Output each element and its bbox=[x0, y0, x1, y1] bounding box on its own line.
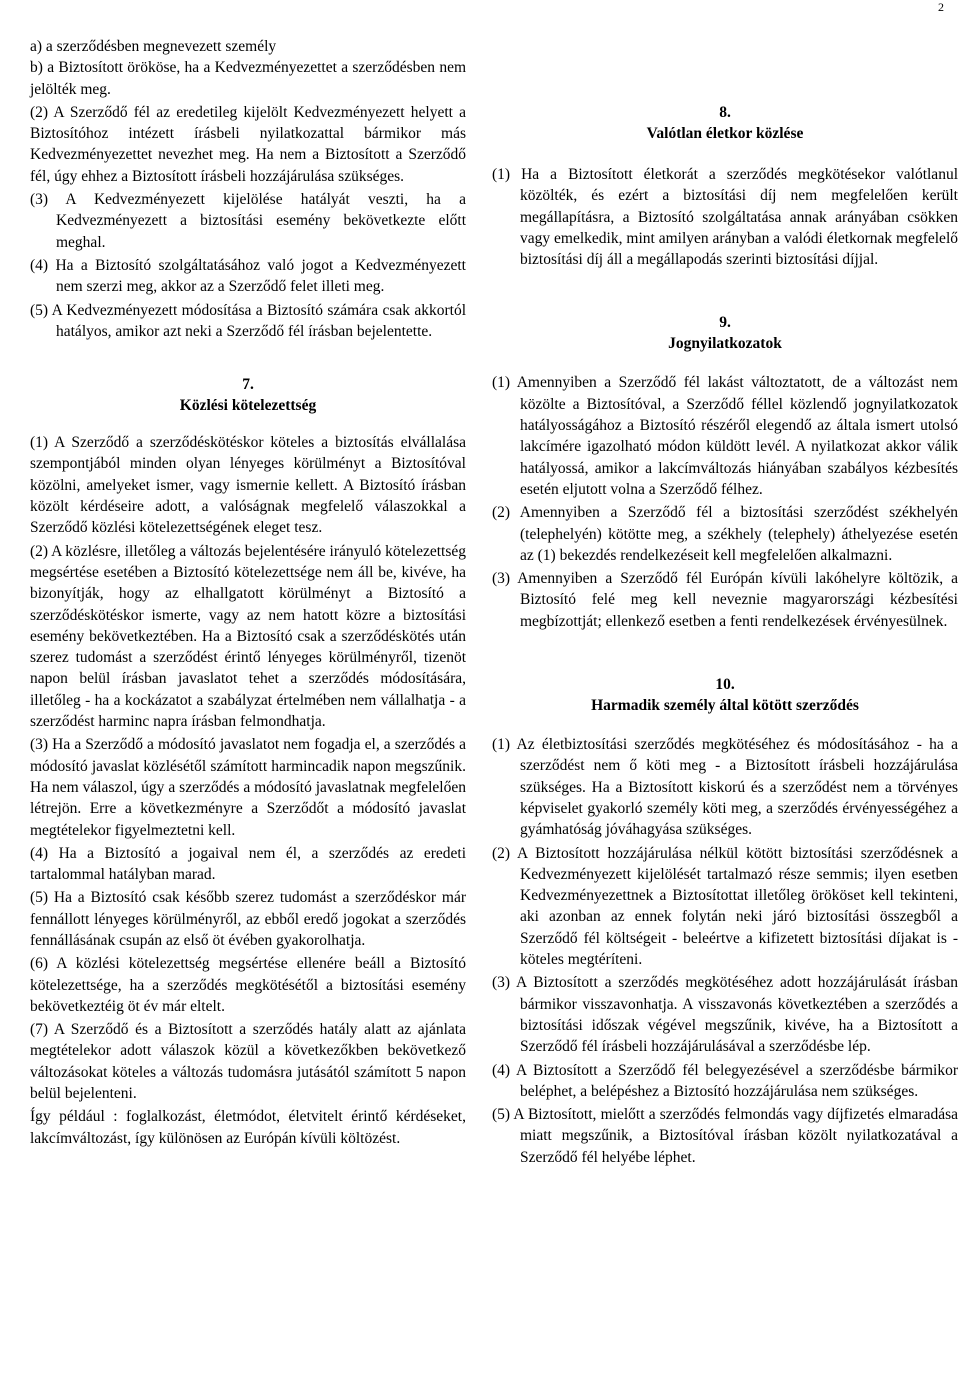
section-7-title: Közlési kötelezettség bbox=[179, 397, 317, 415]
paragraph-4: (4) Ha a Biztosító szolgáltatásához való jogot a Kedvezményezett nem szerzi meg, akkor az a Szerződő felet illeti meg. bbox=[30, 256, 466, 296]
section-8-number: 8. bbox=[719, 104, 731, 121]
paragraph-7-5: (5) Ha a Biztosító csak később szerez tudomást a szerződéskor már fennállott lényeges körülményről, az ebből eredő jogokat a szerződés fennállásának csupán az első öt évében gyakorolhatja. bbox=[30, 889, 466, 949]
paragraph-5: (5) A Kedvezményezett módosítása a Biztosító számára csak akkortól hatályos, amikor azt neki a Szerződő fél írásban bejelentette. bbox=[30, 301, 466, 340]
paragraph-7-1: (1) A Szerződő a szerződéskötéskor köteles a biztosítás elvállalása szempontjából minden olyan lényeges körülményt a Biztosítóval közölni, amelyeket ismer, vagy ismernie kellett. A Biztosító írásban közölt kérdéseire adott, a valóságnak megfelelő válaszokkal a Szerződő közlési kötelezettségének eleget tesz. bbox=[30, 434, 466, 537]
section-10-number: 10. bbox=[715, 676, 735, 694]
paragraph-10-4: (4) A Biztosított a Szerződő fél belegyezésével a szerződésbe bármikor beléphet, a belépéshez a Biztosító hozzájárulása nem szükséges. bbox=[492, 1061, 958, 1100]
paragraph-7-7: (7) A Szerződő és a Biztosított a szerződés hatály alatt az ajánlata megtételekor adott válaszok közül a következőkben bekövetkező változásokat köteles a változás tudomásra jutásától számított 5 napon belül bejelenteni. bbox=[30, 1021, 466, 1103]
section-8-title: Valótlan életkor közlése bbox=[646, 125, 804, 142]
paragraph-7-6: (6) A közlési kötelezettség megsértése ellenére beáll a Biztosító kötelezettsége, ha a szerződés megkötésétől a biztosítási esemény bekövetkeztéig öt év már eltelt. bbox=[30, 955, 466, 1015]
list-item: b) a Biztosított örököse, ha a Kedvezményezettet a szerződésben nem jelölték meg. bbox=[30, 59, 466, 98]
paragraph-9-2: (2) Amennyiben a Szerződő fél a biztosítási szerződést székhelyén (telephelyén) kötötte meg, a székhely (telephely) áthelyezése esetén az (1) bekezdés rendelkezéseit kell megfelelően alkalmazni. bbox=[492, 504, 958, 564]
paragraph-7-4: (4) Ha a Biztosító a jogaival nem él, a szerződés az eredeti tartalommal hatályban marad. bbox=[30, 844, 466, 884]
paragraph-9-1: (1) Amennyiben a Szerződő fél lakást változtatott, de a változást nem közölte a Biztosítóval, a Szerződő féllel közlendő jognyilatkozatok hatályosságához a Biztosító részéről elegendő az általa ismert utolsó lakcímére igazolható módon küldött levél. A nyilatkozat akkor válik hatályossá, amikor a lakcímváltozás hiányában szabályos kézbesítés esetén eljutott volna a Szerződő félhez. bbox=[492, 374, 958, 498]
paragraph-7-2: (2) A közlésre, illetőleg a változás bejelentésére irányuló kötelezettség megsértése esetében a Biztosító kötelezettsége nem áll be, kivéve, ha bizonyítják, hogy az elhallgatott körülményt a Biztosító a szerződéskötéskor ismerte, vagy az nem hatott közre a biztosítási esemény bekövetkeztében. Ha a Biztosító csak a szerződéskötés után szerez tudomást a szerződést érintő lényeges körülményről, tizenöt napon belül írásban javaslatot tehet a szerződés módosítására, illetőleg - ha a kockázatot a szabályzat értelmében nem vállalhatja - a szerződést harminc napra írásban felmondhatja. bbox=[30, 542, 466, 731]
paragraph-2: (2) A Szerződő fél az eredetileg kijelölt Kedvezményezett helyett a Biztosítóhoz intézett írásbeli nyilatkozattal bármikor más Kedvezményezettet nevezhet meg. Ha nem a Biztosított a Szerződő fél, úgy ehhez a Biztosított írásbeli hozzájárulása szükséges. bbox=[30, 103, 466, 185]
paragraph-10-3: (3) A Biztosított a szerződés megkötéséhez adott hozzájárulását írásban bármikor visszavonhatja. A visszavonás következtében a szerződés a biztosítási időszak végével megszűnik, kivéve, ha a Biztosított a Szerződő fél írásbeli hozzájárulásával a szerződésbe lép. bbox=[492, 974, 958, 1056]
section-10-title: Harmadik személy által kötött szerződés bbox=[591, 697, 859, 715]
section-7-number: 7. bbox=[242, 376, 254, 394]
paragraph-10-2: (2) A Biztosított hozzájárulása nélkül kötött biztosítási szerződésnek a Kedvezményezett kijelölését tartalmazó része semmis; ilyen esetben Kedvezményezettnek a Biztosítottat illetőleg örököset kell tekinteni, aki azonban az ennek folytán neki járó biztosítási összegből a Szerződő fél költségeit - beleértve a kifizetett biztosítási díjakat is - köteles megtéríteni. bbox=[492, 844, 958, 969]
paragraph-7-3: (3) Ha a Szerződő a módosító javaslatot nem fogadja el, a szerződés a módosító javaslat közlésétől számított harmincadik napon megszűnik. Ha nem válaszol, úgy a szerződés a módosító javaslatnak megfelelően létrejön. Erre a következményre a Szerződőt a módosító javaslat megtételekor figyelmeztetni kell. bbox=[30, 736, 466, 839]
paragraph-10-5: (5) A Biztosított, mielőtt a szerződés felmondás vagy díjfizetés elmaradása miatt megszűnik, a Biztosítóval írásban közölt nyilatkozatával a Szerződő fél helyébe léphet. bbox=[492, 1106, 958, 1166]
paragraph-10-1: (1) Az életbiztosítási szerződés megkötéséhez és módosításához - ha a szerződést nem ő köti meg - a Biztosított írásbeli hozzájárulása szükséges. Ha a Biztosított kiskorú és a szerződést nem a törvényes képviselet gyakorló személy köti meg, a szerződés érvényességéhez a gyámhatóság jóváhagyása szükséges. bbox=[492, 736, 958, 839]
page-number: 2 bbox=[938, 0, 944, 14]
section-9-title: Jognyilatkozatok bbox=[668, 335, 782, 353]
right-column bbox=[492, 102, 958, 1170]
paragraph-8-1: (1) Ha a Biztosított életkorát a szerződés megkötésekor valótlanul közölték, és ezért a biztosítási díj nem megfelelően került megállapításra, a Biztosító szolgáltatása annak arányában csökken vagy emelkedik, mint amilyen arányban a valódi életkornak megfelelő biztosítási díj áll a megállapodás szerinti biztosítási díjjal. bbox=[492, 166, 958, 269]
left-column bbox=[30, 36, 466, 1151]
section-9-number: 9. bbox=[719, 314, 731, 332]
paragraph-9-3: (3) Amennyiben a Szerződő fél Európán kívüli lakóhelyre költözik, a Biztosító felé meg kell neveznie magyarországi kézbesítési megbízottját; ellenkező esetben a fenti rendelkezések érvényesülnek. bbox=[492, 570, 958, 630]
note: Így például : foglalkozást, életmódot, életvitelt érintő kérdéseket, lakcímváltozást, így különösen az Európán kívüli költözést. bbox=[30, 1108, 466, 1147]
paragraph-3: (3) A Kedvezményezett kijelölése hatályát veszti, ha a Kedvezményezett a biztosítási esemény bekövetkezte előtt meghal. bbox=[30, 191, 466, 251]
list-item: a) a szerződésben megnevezett személy bbox=[30, 38, 277, 55]
